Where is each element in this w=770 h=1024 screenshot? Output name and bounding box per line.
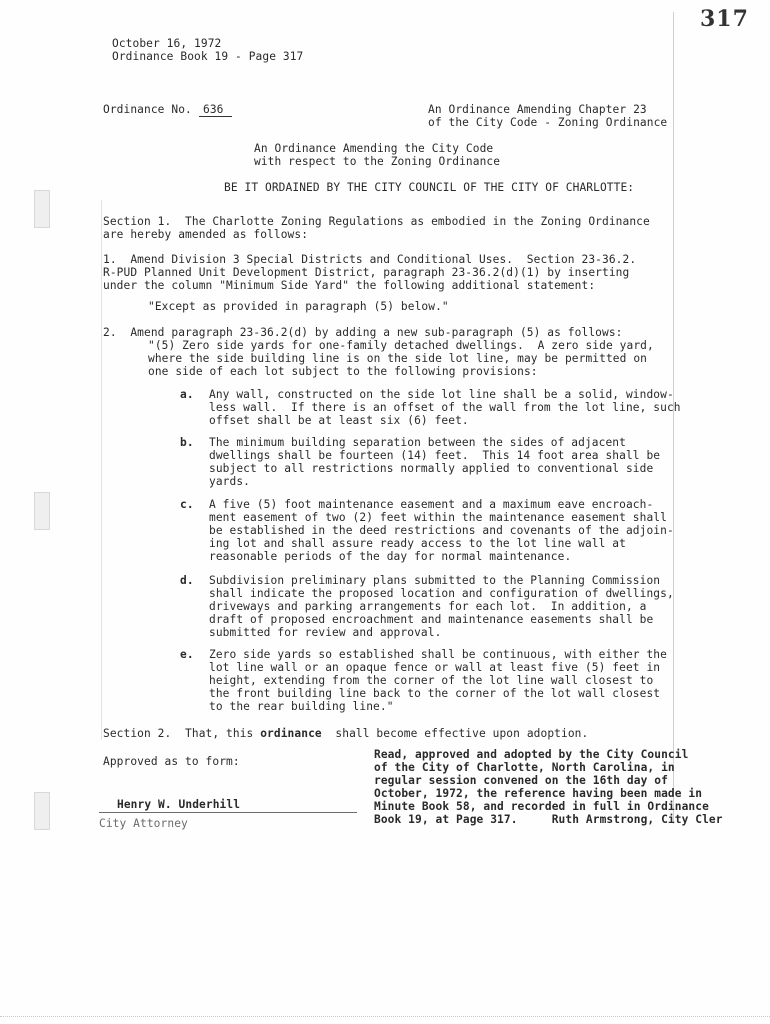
provision-c-line: ing lot and shall assure ready access to the lot line wall at (209, 537, 626, 550)
provision-c-line: reasonable periods of the day for normal maintenance. (209, 550, 572, 563)
certification-line: Minute Book 58, and recorded in full in Ordinance (374, 800, 709, 813)
item-2-line-2: "(5) Zero side yards for one-family detached dwellings. A zero side yard, (148, 339, 654, 352)
item-2-line-1: 2. Amend paragraph 23-36.2(d) by adding a new sub-paragraph (5) as follows: (103, 326, 623, 339)
title-right-line-2: of the City Code - Zoning Ordinance (428, 116, 668, 129)
item-1-line-3: under the column "Minimum Side Yard" the following additional statement: (103, 279, 596, 292)
provision-b-letter: b. (180, 436, 194, 449)
section-2 (103, 727, 588, 740)
provision-c-line: A five (5) foot maintenance easement and a maximum eave encroach- (209, 498, 654, 511)
provision-a-letter: a. (180, 388, 194, 401)
header-date: October 16, 1972 (112, 37, 222, 50)
ordinance-number: 636 (203, 103, 224, 116)
section-1-line-2: are hereby amended as follows: (103, 228, 309, 241)
provision-a-line: less wall. If there is an offset of the wall from the lot line, such (209, 401, 681, 414)
enacting-clause: BE IT ORDAINED BY THE CITY COUNCIL OF THE CITY OF CHARLOTTE: (224, 181, 635, 194)
item-1-quote: "Except as provided in paragraph (5) below." (148, 300, 449, 313)
provision-c-letter: c. (180, 498, 194, 511)
bottom-dotted-line (0, 1016, 770, 1017)
section-2-bold-word: ordinance (260, 727, 322, 740)
provision-b-line: dwellings shall be fourteen (14) feet. This 14 foot area shall be (209, 449, 661, 462)
signature-line (99, 812, 357, 813)
provision-b-line: yards. (209, 475, 251, 488)
provision-b-line: The minimum building separation between the sides of adjacent (209, 436, 626, 449)
provision-e-line: the front building line back to the corner of the lot wall closest (209, 687, 661, 700)
provision-a-line: offset shall be at least six (6) feet. (209, 414, 469, 427)
provision-d-line: driveways and parking arrangements for each lot. In addition, a (209, 600, 647, 613)
margin-mark-bottom (34, 792, 50, 830)
title-right-line-1: An Ordinance Amending Chapter 23 (428, 103, 647, 116)
header-book-ref: Ordinance Book 19 - Page 317 (112, 50, 304, 63)
provision-a-line: Any wall, constructed on the side lot line shall be a solid, window- (209, 388, 674, 401)
provision-e-line: height, extending from the corner of the lot line wall closest to (209, 674, 654, 687)
certification-line: Read, approved and adopted by the City Council (374, 748, 689, 761)
ordinance-number-underline (199, 116, 232, 117)
title-center-line-2: with respect to the Zoning Ordinance (254, 155, 501, 168)
left-scan-line (101, 200, 102, 740)
provision-d-line: shall indicate the proposed location and configuration of dwellings, (209, 587, 674, 600)
signer-name: Henry W. Underhill (117, 798, 241, 811)
signer-title: City Attorney (99, 817, 188, 830)
certification-line: of the City of Charlotte, North Carolina, in (374, 761, 675, 774)
provision-d-letter: d. (180, 574, 194, 587)
margin-mark-top (34, 190, 50, 228)
provision-e-line: to the rear building line." (209, 700, 394, 713)
right-scan-line (673, 12, 674, 824)
approved-as-to-form: Approved as to form: (103, 755, 240, 768)
item-1-line-2: R-PUD Planned Unit Development District, paragraph 23-36.2(d)(1) by inserting (103, 266, 630, 279)
provision-c-line: be established in the deed restrictions and covenants of the adjoin- (209, 524, 674, 537)
provision-c-line: ment easement of two (2) feet within the maintenance easement shall (209, 511, 667, 524)
certification-line: regular session convened on the 16th day of (374, 774, 668, 787)
item-1-line-1: 1. Amend Division 3 Special Districts and Conditional Uses. Section 23-36.2. (103, 253, 637, 266)
section-2-text-b: shall become effective upon adoption. (321, 727, 589, 740)
ordinance-number-label: Ordinance No. (103, 103, 192, 116)
title-center-line-1: An Ordinance Amending the City Code (254, 142, 494, 155)
section-2-text-a: Section 2. That, this (103, 727, 261, 740)
certification-line: October, 1972, the reference having been made in (374, 787, 703, 800)
item-2-line-3: where the side building line is on the side lot line, may be permitted on (148, 352, 647, 365)
provision-d-line: submitted for review and approval. (209, 626, 442, 639)
provision-d-line: draft of proposed encroachment and maintenance easements shall be (209, 613, 654, 626)
section-1-line-1: Section 1. The Charlotte Zoning Regulations as embodied in the Zoning Ordinance (103, 215, 650, 228)
provision-b-line: subject to all restrictions normally applied to conventional side (209, 462, 654, 475)
provision-d-line: Subdivision preliminary plans submitted to the Planning Commission (209, 574, 661, 587)
page-number: 317 (700, 6, 749, 32)
provision-e-line: lot line wall or an opaque fence or wall at least five (5) feet in (209, 661, 661, 674)
provision-e-line: Zero side yards so established shall be continuous, with either the (209, 648, 667, 661)
margin-mark-middle (34, 492, 50, 530)
item-2-line-4: one side of each lot subject to the following provisions: (148, 365, 538, 378)
certification-line: Book 19, at Page 317. Ruth Armstrong, City Cler (374, 813, 723, 826)
provision-e-letter: e. (180, 648, 194, 661)
